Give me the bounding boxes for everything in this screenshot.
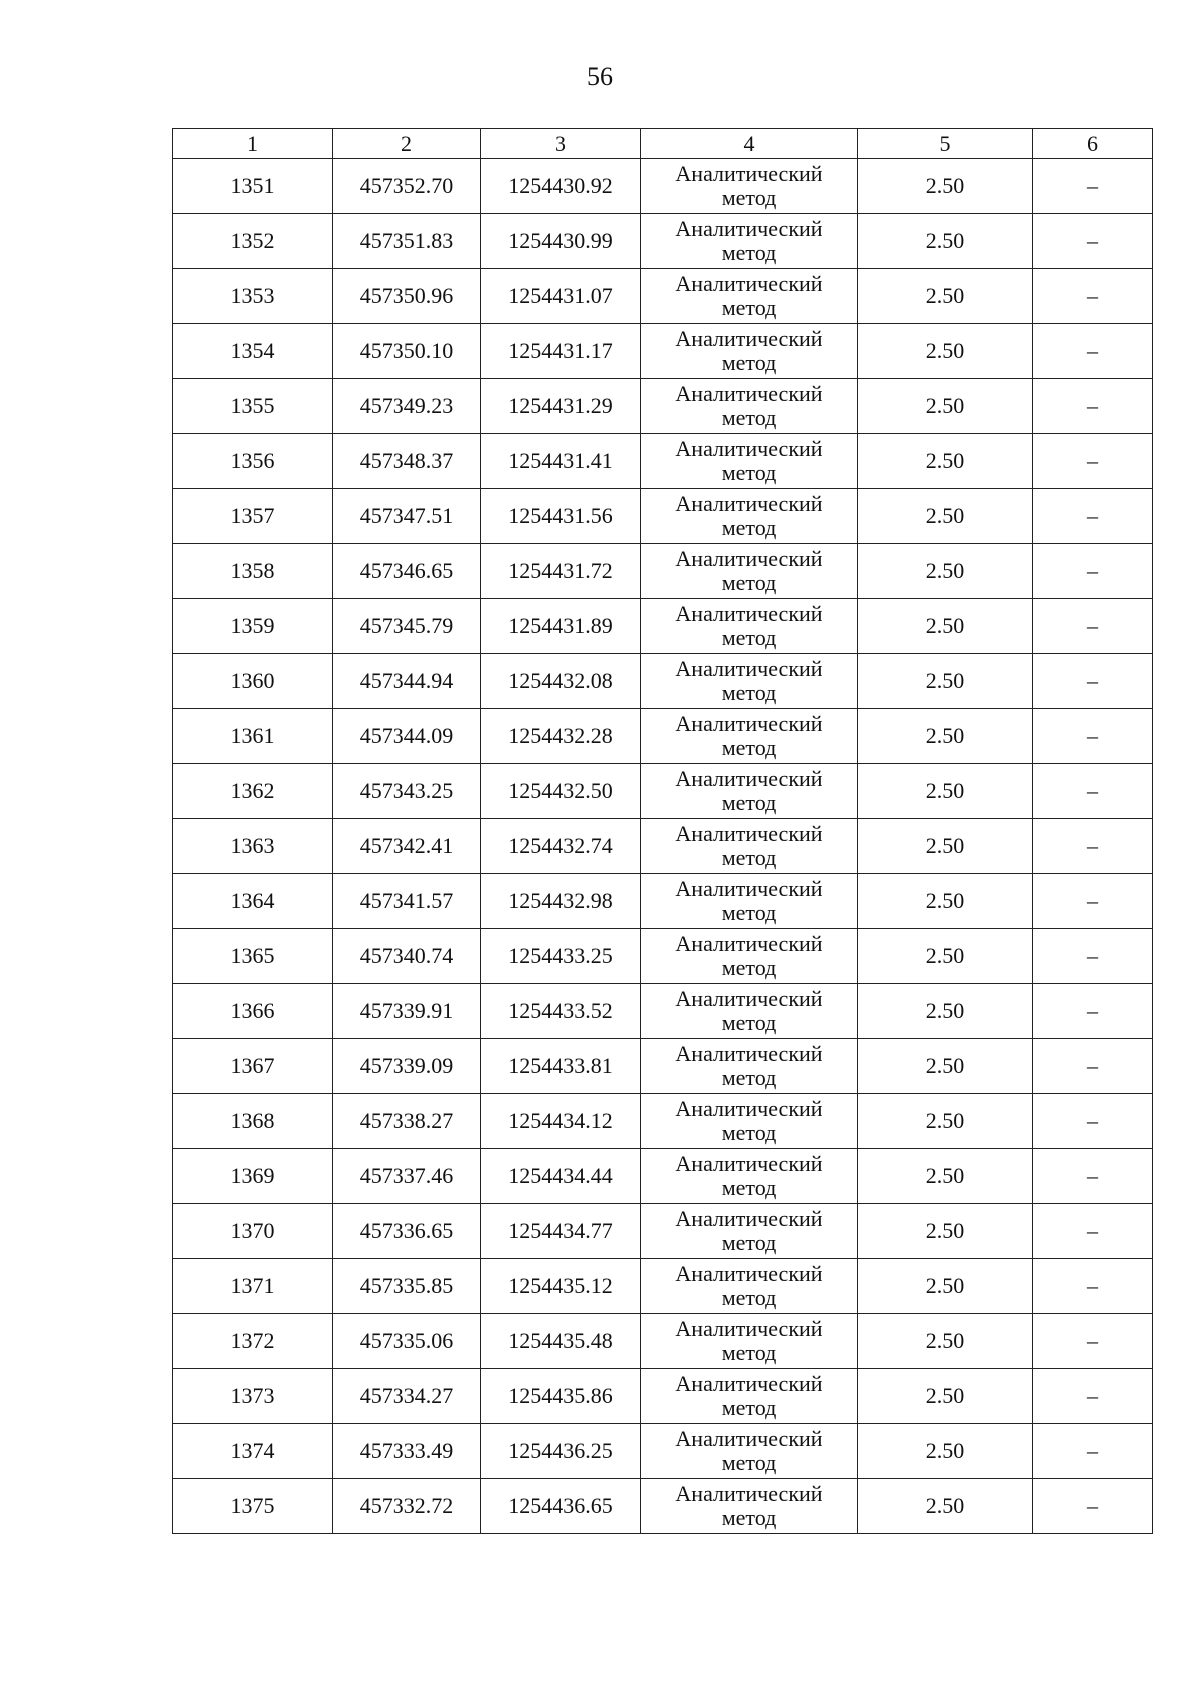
method-line-2: метод <box>721 405 777 430</box>
method-cell <box>641 1369 858 1424</box>
note-cell: – <box>1033 819 1153 874</box>
method-line-1: Аналитический <box>675 1481 823 1506</box>
method-cell <box>641 1204 858 1259</box>
method-line-2: метод <box>721 1285 777 1310</box>
x-coordinate-cell: 457344.94 <box>333 654 481 709</box>
method-line-2: метод <box>721 1175 777 1200</box>
method-cell <box>641 434 858 489</box>
y-coordinate-cell: 1254431.29 <box>481 379 641 434</box>
table-row <box>173 159 1153 214</box>
y-coordinate-cell: 1254434.44 <box>481 1149 641 1204</box>
method-line-1: Аналитический <box>675 161 823 186</box>
accuracy-cell: 2.50 <box>858 1039 1033 1094</box>
point-number-cell: 1360 <box>173 654 333 709</box>
method-line-1: Аналитический <box>675 656 823 681</box>
method-cell <box>641 544 858 599</box>
method-line-2: метод <box>721 240 777 265</box>
method-cell <box>641 1094 858 1149</box>
note-cell: – <box>1033 434 1153 489</box>
accuracy-cell: 2.50 <box>858 1424 1033 1479</box>
x-coordinate-cell: 457345.79 <box>333 599 481 654</box>
note-cell: – <box>1033 874 1153 929</box>
method-line-1: Аналитический <box>675 1206 823 1231</box>
method-cell <box>641 984 858 1039</box>
note-cell: – <box>1033 1314 1153 1369</box>
y-coordinate-cell: 1254431.56 <box>481 489 641 544</box>
table-row <box>173 1204 1153 1259</box>
method-line-1: Аналитический <box>675 1371 823 1396</box>
accuracy-cell: 2.50 <box>858 214 1033 269</box>
x-coordinate-cell: 457342.41 <box>333 819 481 874</box>
x-coordinate-cell: 457336.65 <box>333 1204 481 1259</box>
column-header: 5 <box>858 129 1033 159</box>
table-row <box>173 599 1153 654</box>
x-coordinate-cell: 457337.46 <box>333 1149 481 1204</box>
y-coordinate-cell: 1254432.28 <box>481 709 641 764</box>
method-line-1: Аналитический <box>675 1426 823 1451</box>
method-line-2: метод <box>721 680 777 705</box>
note-cell: – <box>1033 1039 1153 1094</box>
method-line-2: метод <box>721 1505 777 1530</box>
point-number-cell: 1353 <box>173 269 333 324</box>
note-cell: – <box>1033 1424 1153 1479</box>
method-line-2: метод <box>721 900 777 925</box>
note-cell: – <box>1033 1259 1153 1314</box>
accuracy-cell: 2.50 <box>858 489 1033 544</box>
method-line-2: метод <box>721 955 777 980</box>
accuracy-cell: 2.50 <box>858 434 1033 489</box>
point-number-cell: 1363 <box>173 819 333 874</box>
x-coordinate-cell: 457333.49 <box>333 1424 481 1479</box>
point-number-cell: 1362 <box>173 764 333 819</box>
accuracy-cell: 2.50 <box>858 1094 1033 1149</box>
y-coordinate-cell: 1254431.17 <box>481 324 641 379</box>
x-coordinate-cell: 457350.10 <box>333 324 481 379</box>
accuracy-cell: 2.50 <box>858 379 1033 434</box>
note-cell: – <box>1033 709 1153 764</box>
accuracy-cell: 2.50 <box>858 159 1033 214</box>
x-coordinate-cell: 457348.37 <box>333 434 481 489</box>
note-cell: – <box>1033 379 1153 434</box>
method-line-2: метод <box>721 515 777 540</box>
table-row <box>173 874 1153 929</box>
point-number-cell: 1369 <box>173 1149 333 1204</box>
method-line-1: Аналитический <box>675 1261 823 1286</box>
x-coordinate-cell: 457346.65 <box>333 544 481 599</box>
table-row <box>173 929 1153 984</box>
note-cell: – <box>1033 544 1153 599</box>
method-line-1: Аналитический <box>675 326 823 351</box>
note-cell: – <box>1033 1204 1153 1259</box>
point-number-cell: 1372 <box>173 1314 333 1369</box>
point-number-cell: 1375 <box>173 1479 333 1534</box>
y-coordinate-cell: 1254433.52 <box>481 984 641 1039</box>
x-coordinate-cell: 457350.96 <box>333 269 481 324</box>
method-cell <box>641 599 858 654</box>
method-line-2: метод <box>721 570 777 595</box>
point-number-cell: 1364 <box>173 874 333 929</box>
point-number-cell: 1373 <box>173 1369 333 1424</box>
y-coordinate-cell: 1254431.89 <box>481 599 641 654</box>
note-cell: – <box>1033 269 1153 324</box>
x-coordinate-cell: 457334.27 <box>333 1369 481 1424</box>
x-coordinate-cell: 457335.06 <box>333 1314 481 1369</box>
y-coordinate-cell: 1254435.48 <box>481 1314 641 1369</box>
accuracy-cell: 2.50 <box>858 1259 1033 1314</box>
note-cell: – <box>1033 599 1153 654</box>
point-number-cell: 1355 <box>173 379 333 434</box>
point-number-cell: 1366 <box>173 984 333 1039</box>
table-row <box>173 379 1153 434</box>
method-line-2: метод <box>721 1450 777 1475</box>
point-number-cell: 1367 <box>173 1039 333 1094</box>
point-number-cell: 1374 <box>173 1424 333 1479</box>
table-row <box>173 324 1153 379</box>
method-line-1: Аналитический <box>675 1316 823 1341</box>
method-line-1: Аналитический <box>675 1151 823 1176</box>
y-coordinate-cell: 1254433.25 <box>481 929 641 984</box>
method-cell <box>641 214 858 269</box>
method-line-2: метод <box>721 1230 777 1255</box>
note-cell: – <box>1033 1094 1153 1149</box>
method-cell <box>641 269 858 324</box>
table-row <box>173 1149 1153 1204</box>
table-row <box>173 489 1153 544</box>
method-line-1: Аналитический <box>675 491 823 516</box>
accuracy-cell: 2.50 <box>858 654 1033 709</box>
note-cell: – <box>1033 324 1153 379</box>
method-line-2: метод <box>721 735 777 760</box>
x-coordinate-cell: 457335.85 <box>333 1259 481 1314</box>
accuracy-cell: 2.50 <box>858 599 1033 654</box>
point-number-cell: 1352 <box>173 214 333 269</box>
method-cell <box>641 379 858 434</box>
x-coordinate-cell: 457341.57 <box>333 874 481 929</box>
method-cell <box>641 874 858 929</box>
y-coordinate-cell: 1254434.77 <box>481 1204 641 1259</box>
column-header: 6 <box>1033 129 1153 159</box>
accuracy-cell: 2.50 <box>858 1149 1033 1204</box>
point-number-cell: 1361 <box>173 709 333 764</box>
method-line-1: Аналитический <box>675 711 823 736</box>
y-coordinate-cell: 1254436.65 <box>481 1479 641 1534</box>
accuracy-cell: 2.50 <box>858 984 1033 1039</box>
method-line-1: Аналитический <box>675 601 823 626</box>
method-line-1: Аналитический <box>675 271 823 296</box>
y-coordinate-cell: 1254432.98 <box>481 874 641 929</box>
x-coordinate-cell: 457349.23 <box>333 379 481 434</box>
method-line-1: Аналитический <box>675 546 823 571</box>
table-row <box>173 654 1153 709</box>
table-row <box>173 1424 1153 1479</box>
table-row <box>173 269 1153 324</box>
note-cell: – <box>1033 159 1153 214</box>
method-line-1: Аналитический <box>675 931 823 956</box>
method-line-2: метод <box>721 1120 777 1145</box>
x-coordinate-cell: 457351.83 <box>333 214 481 269</box>
note-cell: – <box>1033 489 1153 544</box>
method-cell <box>641 159 858 214</box>
accuracy-cell: 2.50 <box>858 764 1033 819</box>
method-cell <box>641 324 858 379</box>
method-line-2: метод <box>721 1395 777 1420</box>
method-line-2: метод <box>721 625 777 650</box>
x-coordinate-cell: 457343.25 <box>333 764 481 819</box>
table-row <box>173 1039 1153 1094</box>
note-cell: – <box>1033 1479 1153 1534</box>
column-header: 4 <box>641 129 858 159</box>
method-line-1: Аналитический <box>675 766 823 791</box>
method-line-1: Аналитический <box>675 821 823 846</box>
method-line-2: метод <box>721 350 777 375</box>
table-row <box>173 764 1153 819</box>
method-line-2: метод <box>721 295 777 320</box>
method-line-1: Аналитический <box>675 216 823 241</box>
accuracy-cell: 2.50 <box>858 709 1033 764</box>
point-number-cell: 1359 <box>173 599 333 654</box>
accuracy-cell: 2.50 <box>858 1204 1033 1259</box>
accuracy-cell: 2.50 <box>858 324 1033 379</box>
table-row <box>173 819 1153 874</box>
table-row <box>173 1094 1153 1149</box>
table-row <box>173 1479 1153 1534</box>
point-number-cell: 1370 <box>173 1204 333 1259</box>
point-number-cell: 1354 <box>173 324 333 379</box>
method-cell <box>641 654 858 709</box>
accuracy-cell: 2.50 <box>858 874 1033 929</box>
point-number-cell: 1358 <box>173 544 333 599</box>
x-coordinate-cell: 457340.74 <box>333 929 481 984</box>
note-cell: – <box>1033 984 1153 1039</box>
method-line-1: Аналитический <box>675 436 823 461</box>
point-number-cell: 1365 <box>173 929 333 984</box>
method-line-2: метод <box>721 845 777 870</box>
coordinates-table <box>172 128 1153 1534</box>
y-coordinate-cell: 1254431.07 <box>481 269 641 324</box>
note-cell: – <box>1033 654 1153 709</box>
accuracy-cell: 2.50 <box>858 929 1033 984</box>
y-coordinate-cell: 1254430.92 <box>481 159 641 214</box>
method-cell <box>641 489 858 544</box>
method-line-1: Аналитический <box>675 381 823 406</box>
table-row <box>173 1369 1153 1424</box>
y-coordinate-cell: 1254432.08 <box>481 654 641 709</box>
x-coordinate-cell: 457332.72 <box>333 1479 481 1534</box>
method-cell <box>641 929 858 984</box>
accuracy-cell: 2.50 <box>858 269 1033 324</box>
method-cell <box>641 1424 858 1479</box>
method-cell <box>641 1039 858 1094</box>
table-row <box>173 1314 1153 1369</box>
table-body <box>173 159 1153 1534</box>
method-line-2: метод <box>721 1340 777 1365</box>
method-cell <box>641 1314 858 1369</box>
y-coordinate-cell: 1254433.81 <box>481 1039 641 1094</box>
y-coordinate-cell: 1254432.50 <box>481 764 641 819</box>
method-line-2: метод <box>721 1010 777 1035</box>
header-row <box>173 129 1153 159</box>
method-line-1: Аналитический <box>675 986 823 1011</box>
method-cell <box>641 1149 858 1204</box>
point-number-cell: 1368 <box>173 1094 333 1149</box>
x-coordinate-cell: 457338.27 <box>333 1094 481 1149</box>
note-cell: – <box>1033 1369 1153 1424</box>
column-header: 2 <box>333 129 481 159</box>
y-coordinate-cell: 1254432.74 <box>481 819 641 874</box>
point-number-cell: 1371 <box>173 1259 333 1314</box>
x-coordinate-cell: 457347.51 <box>333 489 481 544</box>
page-number: 56 <box>587 62 613 91</box>
table-row <box>173 434 1153 489</box>
method-line-1: Аналитический <box>675 1096 823 1121</box>
point-number-cell: 1351 <box>173 159 333 214</box>
point-number-cell: 1356 <box>173 434 333 489</box>
y-coordinate-cell: 1254431.41 <box>481 434 641 489</box>
table-row <box>173 214 1153 269</box>
y-coordinate-cell: 1254431.72 <box>481 544 641 599</box>
method-line-1: Аналитический <box>675 876 823 901</box>
accuracy-cell: 2.50 <box>858 1479 1033 1534</box>
accuracy-cell: 2.50 <box>858 1314 1033 1369</box>
accuracy-cell: 2.50 <box>858 544 1033 599</box>
table-row <box>173 709 1153 764</box>
accuracy-cell: 2.50 <box>858 819 1033 874</box>
table-row <box>173 984 1153 1039</box>
table-row <box>173 1259 1153 1314</box>
method-line-2: метод <box>721 790 777 815</box>
note-cell: – <box>1033 214 1153 269</box>
method-cell <box>641 764 858 819</box>
method-cell <box>641 1259 858 1314</box>
x-coordinate-cell: 457339.91 <box>333 984 481 1039</box>
method-line-1: Аналитический <box>675 1041 823 1066</box>
y-coordinate-cell: 1254430.99 <box>481 214 641 269</box>
method-cell <box>641 1479 858 1534</box>
method-cell <box>641 709 858 764</box>
note-cell: – <box>1033 764 1153 819</box>
column-header: 3 <box>481 129 641 159</box>
point-number-cell: 1357 <box>173 489 333 544</box>
note-cell: – <box>1033 929 1153 984</box>
method-line-2: метод <box>721 185 777 210</box>
y-coordinate-cell: 1254434.12 <box>481 1094 641 1149</box>
x-coordinate-cell: 457339.09 <box>333 1039 481 1094</box>
table-row <box>173 544 1153 599</box>
y-coordinate-cell: 1254435.12 <box>481 1259 641 1314</box>
y-coordinate-cell: 1254436.25 <box>481 1424 641 1479</box>
y-coordinate-cell: 1254435.86 <box>481 1369 641 1424</box>
method-line-2: метод <box>721 460 777 485</box>
column-header: 1 <box>173 129 333 159</box>
note-cell: – <box>1033 1149 1153 1204</box>
method-line-2: метод <box>721 1065 777 1090</box>
method-cell <box>641 819 858 874</box>
x-coordinate-cell: 457344.09 <box>333 709 481 764</box>
accuracy-cell: 2.50 <box>858 1369 1033 1424</box>
x-coordinate-cell: 457352.70 <box>333 159 481 214</box>
